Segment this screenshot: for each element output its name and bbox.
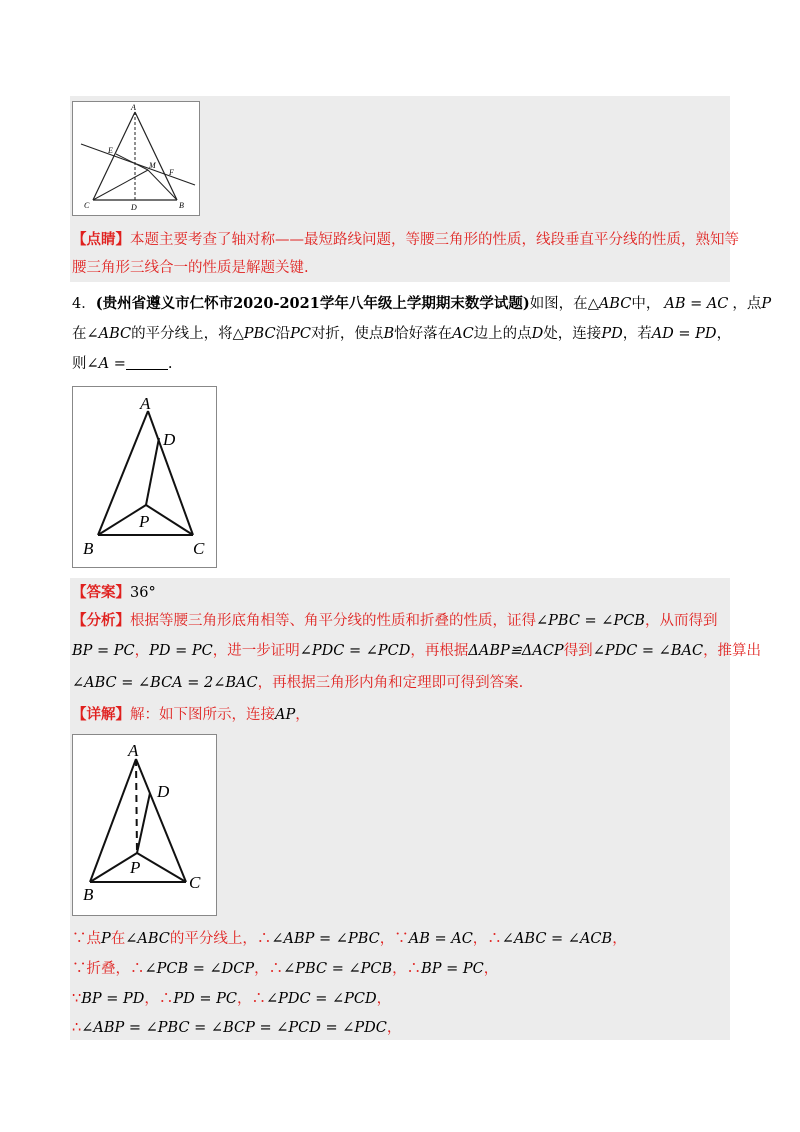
math-expr: ∠ABP = ∠PBC — [271, 931, 380, 947]
problem-text: ， — [716, 326, 732, 342]
fig1-label-f: F — [169, 168, 174, 177]
math-expr: ∠PDC = ∠BAC — [592, 643, 704, 659]
analysis-text: ，再根据 — [410, 643, 469, 659]
math-expr: PD = PC — [173, 991, 238, 1007]
math-expr: P — [101, 931, 111, 947]
fig3-label-a: A — [128, 741, 139, 760]
math-expr: PD = PC — [149, 643, 213, 659]
problem-text: . — [167, 356, 173, 372]
proof-text: ∴ — [256, 931, 272, 947]
math-expr: BP = PC — [72, 643, 135, 659]
problem-text: 沿 — [275, 326, 291, 342]
proof-text: ， — [612, 931, 627, 947]
problem-text: 中， — [631, 296, 661, 312]
math-expr: ∠ABC = ∠ACB — [501, 931, 613, 947]
problem-text: 对折，使点 — [310, 326, 384, 342]
problem-text: 的平分线上，将 — [131, 326, 233, 342]
problem-line-3 — [72, 353, 173, 375]
math-expr: ΔABP≌ΔACP — [468, 643, 564, 659]
proof-text: ，∴ — [392, 961, 422, 977]
problem-text: 在 — [72, 326, 87, 342]
proof-text: ， — [386, 1020, 402, 1036]
detail-line — [72, 704, 310, 726]
note-line-2 — [72, 257, 309, 279]
answer-blank — [126, 355, 168, 370]
note-text-2: 腰三角形三线合一的性质是解题关键. — [72, 260, 309, 276]
fig1-label-m: M — [149, 161, 156, 170]
math-expr: B — [383, 326, 395, 342]
math-expr: ∠A = — [86, 356, 126, 372]
problem-source: (贵州省遵义市仁怀市2020-2021学年八年级上学期期末数学试题) — [95, 295, 530, 312]
proof-text: ， — [376, 991, 392, 1007]
analysis-text: 得到 — [563, 643, 593, 659]
math-expr: P — [761, 296, 772, 312]
fig1-label-b: B — [179, 201, 184, 210]
math-expr: BP = PD — [81, 991, 145, 1007]
analysis-text: ，再根据三角形内角和定理即可得到答案. — [257, 675, 524, 691]
math-expr: ∠ABC — [86, 326, 132, 342]
analysis-line-3 — [72, 672, 523, 694]
math-expr: PD — [601, 326, 623, 342]
fig2-label-p: P — [139, 512, 150, 531]
math-expr: ∠ABC — [125, 931, 170, 947]
proof-text: ，∴ — [144, 991, 174, 1007]
fig1-label-e: E — [108, 146, 113, 155]
problem-text: ，点 — [732, 296, 762, 312]
proof-line-2 — [72, 958, 498, 980]
fig1-label-d: D — [131, 203, 137, 212]
math-expr: △PBC — [232, 326, 276, 342]
math-expr: AB = AC — [664, 296, 729, 312]
proof-line-3 — [72, 988, 391, 1010]
math-expr: AB = AC — [408, 931, 473, 947]
proof-line-4 — [72, 1017, 401, 1039]
problem-text: ，若 — [622, 326, 652, 342]
proof-text: ，∴ — [472, 931, 502, 947]
note-text-1: 本题主要考查了轴对称——最短路线问题，等腰三角形的性质，线段垂直平分线的性质，熟知等 — [130, 232, 739, 248]
problem-text: 边上的点 — [473, 326, 532, 342]
problem-line-1 — [72, 293, 771, 315]
fig2-label-d: D — [163, 430, 176, 449]
analysis-text: ，从而得到 — [644, 613, 718, 629]
figure-triangle-abc-fold-svg — [73, 387, 216, 567]
proof-text: ， — [483, 961, 499, 977]
proof-text: ∵折叠，∴ — [72, 961, 145, 977]
analysis-line-2 — [72, 640, 761, 662]
figure-triangle-emf-svg — [73, 102, 199, 215]
proof-text: ∴ — [72, 1020, 82, 1036]
proof-text: ∵点 — [72, 931, 101, 947]
figure-triangle-emf — [72, 101, 200, 216]
figure-triangle-abc-fold — [72, 386, 217, 568]
problem-text: 如图，在 — [529, 296, 588, 312]
fig3-label-c: C — [189, 873, 201, 892]
figure-triangle-abc-ap — [72, 734, 217, 916]
analysis-text: ，推算出 — [703, 643, 762, 659]
problem-text: 则 — [72, 356, 87, 372]
fig1-label-a: A — [131, 103, 136, 112]
proof-text: ∵ — [72, 991, 82, 1007]
answer-value: 36° — [130, 585, 156, 601]
analysis-text: ， — [134, 643, 150, 659]
analysis-tag: 【分析】 — [72, 612, 130, 629]
problem-line-2 — [72, 323, 731, 345]
proof-text: ，∴ — [254, 961, 284, 977]
proof-text: ，∴ — [237, 991, 267, 1007]
math-expr: PC — [290, 326, 311, 342]
math-expr: ∠PCB = ∠DCP — [144, 961, 255, 977]
answer-tag: 【答案】 — [72, 584, 130, 601]
proof-text: ，∵ — [379, 931, 409, 947]
math-expr: AD = PD — [651, 326, 717, 342]
math-expr: ∠PDC = ∠PCD — [299, 643, 411, 659]
figure-triangle-abc-ap-svg — [73, 735, 216, 915]
math-expr: ∠PBC = ∠PCB — [536, 613, 645, 629]
analysis-text: ，进一步证明 — [212, 643, 300, 659]
fig1-label-c: C — [84, 201, 90, 210]
detail-text: 解：如下图所示，连接 — [130, 707, 275, 723]
detail-tag: 【详解】 — [72, 706, 130, 723]
math-expr: ∠PBC = ∠PCB — [283, 961, 393, 977]
problem-text: 恰好落在 — [394, 326, 453, 342]
fig2-label-c: C — [193, 539, 205, 558]
math-expr: AC — [452, 326, 474, 342]
answer-line — [72, 582, 156, 604]
problem-text: 处，连接 — [543, 326, 602, 342]
math-expr: △ABC — [587, 296, 632, 312]
fig3-label-p: P — [130, 858, 141, 877]
proof-line-1 — [72, 928, 627, 950]
proof-text: 的平分线上， — [169, 931, 257, 947]
proof-text: 在 — [110, 931, 126, 947]
note-line-1 — [72, 229, 739, 251]
fig2-label-a: A — [140, 394, 151, 413]
detail-text: ， — [295, 707, 310, 723]
analysis-line-1 — [72, 610, 717, 632]
math-expr: ∠PDC = ∠PCD — [266, 991, 377, 1007]
problem-number: 4． — [72, 296, 96, 312]
fig2-label-b: B — [83, 539, 94, 558]
fig3-label-d: D — [157, 782, 170, 801]
math-expr: ∠ABP = ∠PBC = ∠BCP = ∠PCD = ∠PDC — [81, 1020, 387, 1036]
note-tag: 【点睛】 — [72, 231, 130, 248]
math-expr: AP — [275, 707, 296, 723]
fig3-label-b: B — [83, 885, 94, 904]
analysis-text: 根据等腰三角形底角相等、角平分线的性质和折叠的性质，证得 — [130, 613, 536, 629]
math-expr: D — [531, 326, 544, 342]
math-expr: ∠ABC = ∠BCA = 2∠BAC — [72, 675, 258, 691]
math-expr: BP = PC — [421, 961, 484, 977]
